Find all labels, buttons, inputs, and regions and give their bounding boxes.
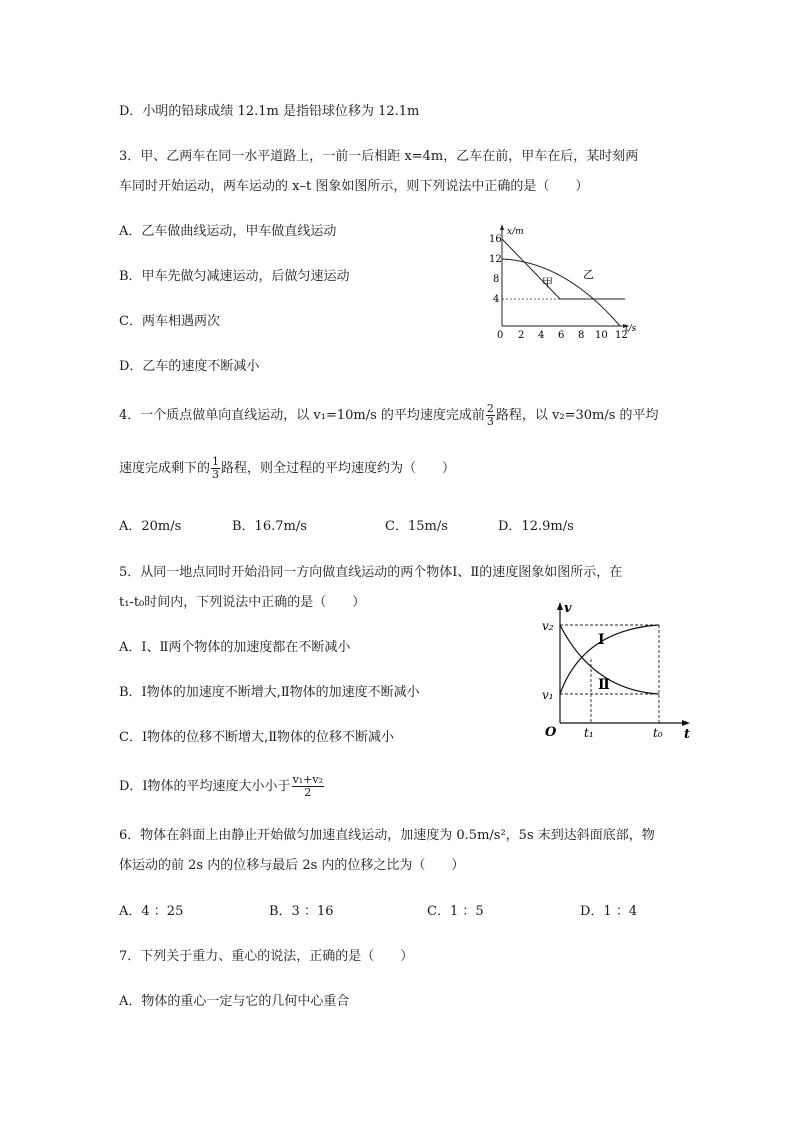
q3-y-axis-label: x/m [507,227,524,237]
q3-xt-graph [485,220,645,340]
q3-option-d: D．乙车的速度不断减小 [119,359,260,374]
q4-frac-den: 3 [486,415,494,428]
q5-label-II: Ⅱ [598,677,610,693]
q5-vt-graph [538,598,698,743]
q6-option-c: C．1 ：5 [427,904,484,919]
q5-t0-label: t₀ [653,726,663,740]
q3-label-jia: 甲 [542,276,553,289]
q4-frac-num: 2 [486,402,494,415]
q3-option-a: A．乙车做曲线运动，甲车做直线运动 [119,224,337,239]
q3-x-tick: 8 [578,330,585,340]
q4-stem-line1-a: 4．一个质点做单向直线运动，以 v₁=10m/s 的平均速度完成前 [119,408,485,423]
q5-origin-label: O [545,725,557,740]
q4-option-d: D．12.9m/s [498,519,574,534]
q5-option-d [119,774,325,799]
q5-t1-label: t₁ [584,726,594,740]
q2-option-d: D．小明的铅球成绩 12.1m 是指铅球位移为 12.1m [119,104,420,119]
q4-frac-num: 1 [212,455,220,468]
q4-stem-line1-b: 路程，以 v₂=30m/s 的平均 [495,408,659,423]
q7-option-a: A．物体的重心一定与它的几何中心重合 [119,994,350,1009]
q3-y-axis-arrow-icon [500,224,504,230]
q4-frac-den: 3 [212,468,220,481]
q5-frac-num: v₁+v₂ [292,773,324,786]
q6-option-d: D．1 ：4 [580,904,638,919]
q3-option-b: B．甲车先做匀减速运动，后做匀速运动 [119,269,350,284]
q4-fraction-one-third [211,456,220,481]
q3-x-axis-label: t/s [625,324,637,334]
q3-y-tick: 4 [493,294,500,305]
q5-y-axis-label: v [564,601,572,616]
q3-y-tick: 16 [489,234,502,245]
q5-option-b: B．Ⅰ物体的加速度不断增大,Ⅱ物体的加速度不断减小 [119,685,420,700]
q3-stem-line2: 车同时开始运动，两车运动的 x–t 图象如图所示，则下列说法中正确的是（ ） [119,179,589,194]
q4-stem-line1 [119,403,659,428]
q4-option-c: C．15m/s [385,519,448,534]
q4-option-a: A．20m/s [119,519,182,534]
q5-stem-line2: t₁-t₀时间内，下列说法中正确的是（ ） [119,595,366,610]
q5-v1-label: v₁ [542,688,554,702]
q4-option-b: B．16.7m/s [232,519,307,534]
q3-curve-jia [502,239,625,299]
q3-x-tick: 4 [538,330,545,340]
q6-option-b: B．3 ：16 [269,904,334,919]
q5-option-d-text: D．Ⅰ物体的平均速度大小小于 [119,779,291,794]
q5-fraction-v-avg [292,774,324,799]
q3-y-tick: 8 [493,274,500,285]
q5-x-axis-label: t [684,727,691,742]
q3-y-tick: 12 [489,254,502,265]
q4-fraction-two-thirds [486,403,495,428]
q3-x-tick: 0 [497,330,504,340]
q4-stem-line2-b: 路程，则全过程的平均速度约为（ ） [221,461,456,476]
q3-x-tick: 2 [518,330,525,340]
q3-curve-yi [502,259,620,326]
q3-option-c: C．两车相遇两次 [119,314,220,329]
q6-stem-line2: 体运动的前 2s 内的位移与最后 2s 内的位移之比为（ ） [119,858,465,873]
q5-label-I: Ⅰ [598,632,605,648]
q5-x-axis-arrow-icon [682,720,690,726]
q3-x-tick: 10 [595,330,608,340]
q6-option-a: A．4 ：25 [119,904,184,919]
q3-label-yi: 乙 [583,268,594,281]
q3-x-tick: 12 [615,330,628,340]
q3-stem-line1: 3．甲、乙两车在同一水平道路上，一前一后相距 x=4m，乙车在前，甲车在后，某时刻两 [119,149,639,164]
q3-x-tick: 6 [558,330,565,340]
q4-stem-line2-a: 速度完成剩下的 [119,461,211,476]
q5-y-axis-arrow-icon [557,602,563,610]
q7-stem: 7．下列关于重力、重心的说法，正确的是（ ） [119,949,414,964]
q5-stem-line1: 5．从同一地点同时开始沿同一方向做直线运动的两个物体Ⅰ、Ⅱ的速度图象如图所示，在 [119,565,623,580]
q5-option-a: A．Ⅰ、Ⅱ两个物体的加速度都在不断减小 [119,640,351,655]
q5-frac-den: 2 [304,786,312,799]
q5-v2-label: v₂ [542,619,554,633]
q6-stem-line1: 6．物体在斜面上由静止开始做匀加速直线运动，加速度为 0.5m/s²，5s 末到达斜面底部，物 [119,828,655,843]
q5-option-c: C．Ⅰ物体的位移不断增大,Ⅱ物体的位移不断减小 [119,730,395,745]
q4-stem-line2 [119,456,455,481]
